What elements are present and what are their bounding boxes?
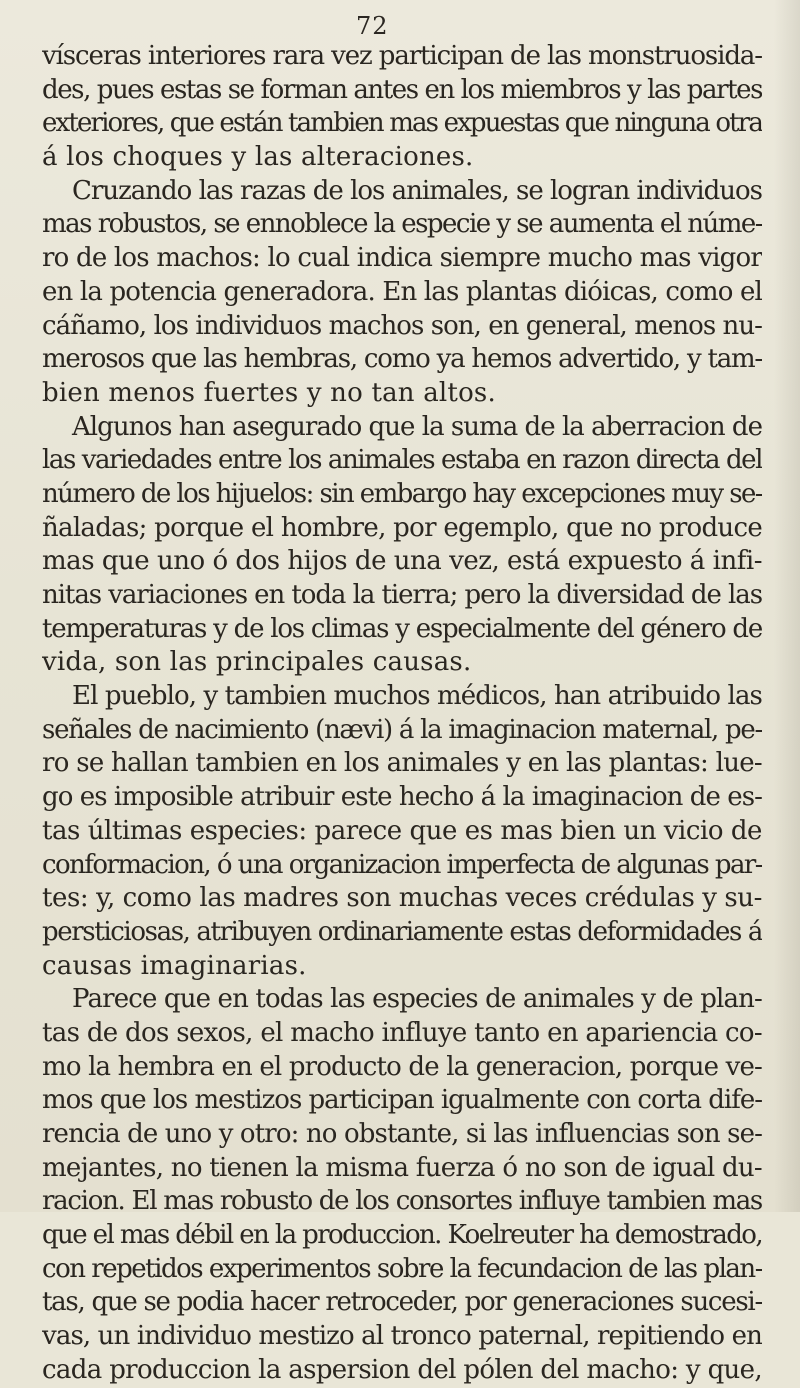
text-line: cáñamo, los individuos machos son, en general, menos nu-: [42, 310, 762, 341]
text-line: mos que los mestizos participan igualmente con corta dife-: [42, 1085, 762, 1116]
text-line: vida, son las principales causas.: [42, 647, 472, 678]
text-line: á los choques y las alteraciones.: [42, 142, 474, 173]
text-line: bien menos fuertes y no tan altos.: [42, 377, 496, 408]
text-line: El pueblo, y tambien muchos médicos, han atribuido las: [72, 681, 762, 712]
text-line: ro de los machos: lo cual indica siempre mucho mas vigor: [42, 243, 762, 274]
text-line: ñaladas; porque el hombre, por egemplo, que no produce: [42, 512, 762, 543]
text-line: tas últimas especies: parece que es mas bien un vicio de: [42, 815, 762, 846]
text-line: mo la hembra en el producto de la generacion, porque ve-: [42, 1051, 762, 1082]
text-line: temperaturas y de los climas y especialmente del género de: [42, 613, 762, 644]
text-line: causas imaginarias.: [42, 950, 307, 981]
text-line: tas de dos sexos, el macho influye tanto en apariencia co-: [42, 1017, 762, 1048]
text-line: con repetidos experimentos sobre la fecundacion de las plan-: [42, 1253, 762, 1284]
text-line: ro se hallan tambien en los animales y en las plantas: lue-: [42, 748, 762, 779]
text-line: exteriores, que están tambien mas expuestas que ninguna otra: [42, 108, 762, 139]
text-line: mas robustos, se ennoblece la especie y se aumenta el núme-: [42, 209, 762, 240]
text-line: tas, que se podia hacer retroceder, por generaciones sucesi-: [42, 1287, 762, 1318]
text-line: Parece que en todas las especies de animales y de plan-: [72, 984, 762, 1015]
text-line: en la potencia generadora. En las plantas dióicas, como el: [42, 276, 762, 307]
text-line: conformacion, ó una organizacion imperfecta de algunas par-: [42, 849, 762, 880]
text-line: Cruzando las razas de los animales, se logran individuos: [72, 175, 762, 206]
text-line: rencia de uno y otro: no obstante, si las influencias son se-: [42, 1119, 762, 1149]
text-line: que el mas débil en la produccion. Koelreuter ha demostrado,: [42, 1220, 762, 1251]
body-text: [42, 40, 762, 1388]
text-line: las variedades entre los animales estaba en razon directa del: [42, 445, 762, 476]
text-line: nitas variaciones en toda la tierra; pero la diversidad de las: [42, 580, 762, 610]
text-line: señales de nacimiento (nævi) á la imaginacion maternal, pe-: [42, 714, 762, 745]
text-line: des, pues estas se forman antes en los miembros y las partes: [42, 74, 762, 105]
text-line: cada produccion la aspersion del pólen del macho: y que,: [42, 1354, 762, 1385]
page-number: 72: [356, 12, 389, 40]
text-line: tes: y, como las madres son muchas veces crédulas y su-: [42, 883, 762, 914]
page-edge-shadow: [774, 0, 800, 1212]
text-line: merosos que las hembras, como ya hemos advertido, y tam-: [42, 344, 762, 375]
text-line: vas, un individuo mestizo al tronco paternal, repitiendo en: [42, 1321, 762, 1352]
text-line: vísceras interiores rara vez participan de las monstruosida-: [42, 41, 762, 71]
text-line: persticiosas, atribuyen ordinariamente estas deformidades á: [42, 916, 762, 947]
text-line: mas que uno ó dos hijos de una vez, está expuesto á infi-: [42, 546, 762, 577]
text-line: número de los hijuelos: sin embargo hay excepciones muy se-: [42, 478, 762, 509]
text-line: go es imposible atribuir este hecho á la imaginacion de es-: [42, 782, 762, 813]
text-line: racion. El mas robusto de los consortes influye tambien mas: [42, 1186, 762, 1217]
text-line: Algunos han asegurado que la suma de la aberracion de: [72, 411, 762, 442]
text-line: mejantes, no tienen la misma fuerza ó no son de igual du-: [42, 1152, 762, 1183]
